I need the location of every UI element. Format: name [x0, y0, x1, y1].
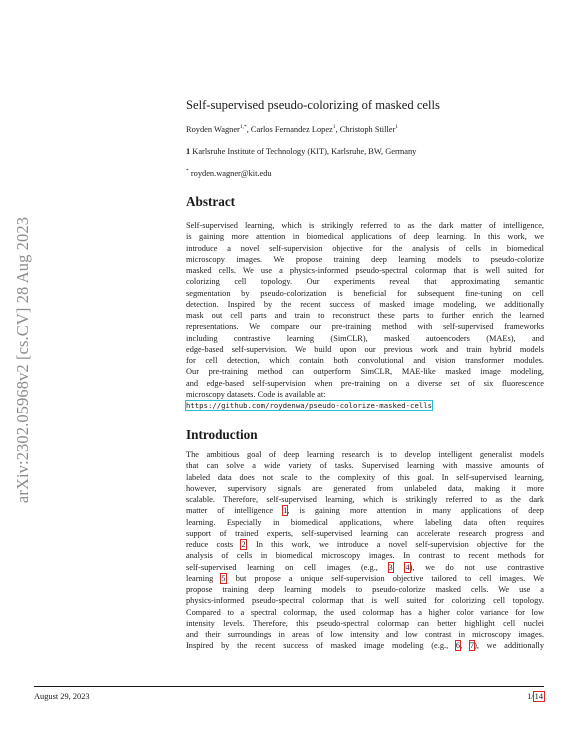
total-pages-link[interactable]: 14: [534, 692, 543, 701]
abstract-body: [186, 220, 544, 411]
intro-text: that can solve a wide variety of tasks. Supervised learning with massive amounts of: [186, 461, 544, 471]
intro-text: . In this work, we introduce a novel self-supervision objective for the: [245, 540, 544, 549]
intro-line: [186, 562, 544, 573]
intro-text: scalable. Therefore, self-supervised learning, which is strikingly referred to as the dark: [186, 495, 544, 504]
intro-line: [186, 505, 544, 516]
intro-line: [186, 607, 544, 618]
intro-text: intensity levels. Therefore, this pseudo-spectral colormap can better highlight cell nuclei: [186, 618, 544, 628]
intro-line: [186, 550, 544, 561]
abstract-line: microscopy datasets. Code is available at:: [186, 389, 326, 399]
intro-line: [186, 618, 544, 629]
page-counter: [527, 692, 544, 701]
intro-line: [186, 539, 544, 550]
intro-text: Compared to a spectral colormap, the used colormap has a higher color variance for low: [186, 607, 544, 617]
author-list: [186, 124, 398, 134]
author-separator: ,: [246, 124, 251, 134]
corresponding-mark: *: [186, 168, 189, 174]
intro-line: [186, 517, 544, 528]
intro-line: [186, 528, 544, 539]
abstract-line: is gaining more attention in biomedical applications of deep learning. In this work, we: [186, 232, 544, 242]
introduction-heading: Introduction: [186, 427, 258, 442]
abstract-line: and edge-based self-supervision when pre-training on a diverse set of six fluorescence: [186, 378, 544, 388]
intro-line: [186, 472, 544, 483]
intro-text: labeled data does not scale to the complexity of this goal. In self-supervised learning,: [186, 472, 544, 482]
intro-text: ), we additionally: [474, 641, 545, 651]
footer-date: August 29, 2023: [34, 692, 90, 701]
email-address: royden.wagner@kit.edu: [190, 168, 272, 178]
intro-line: [186, 595, 544, 606]
author-name: Royden Wagner: [186, 124, 240, 134]
intro-text: ,: [460, 641, 470, 651]
intro-text: self-supervised learning on cell images (e.g.,: [186, 562, 389, 572]
intro-line: [186, 483, 544, 494]
abstract-line: masked cells. We use a physics-informed pseudo-spectral colormap that is well suited for: [186, 266, 544, 275]
intro-line: [186, 640, 544, 651]
abstract-line: Self-supervised learning, which is strikingly referred to as the dark matter of intelligence,: [186, 221, 544, 230]
intro-text: propose training deep learning models to pseudo-colorize masked cells. We use a: [186, 585, 544, 594]
abstract-line: microscopy images. We propose training deep learning models to pseudo-colorize: [186, 254, 544, 264]
intro-text: analysis of cells in biomedical microscopy images. In contrast to recent methods for: [186, 551, 544, 561]
intro-text: Inspired by the recent success of masked image modeling (e.g.,: [186, 641, 456, 651]
intro-text: physics-informed pseudo-spectral colormap that is well suited for colorizing cell topology.: [186, 596, 544, 606]
abstract-line: introduce a novel self-supervision objective for the analysis of cells in biomedical: [186, 243, 544, 253]
abstract-line: colorizing cell topology. Our experiments reveal that approximating semantic: [186, 277, 544, 287]
abstract-line: edge-based self-supervision. We build upon our previous work and train hybrid models: [186, 344, 544, 354]
abstract-line: Our pre-training method can outperform SimCLR, MAE-like masked image modeling,: [186, 367, 544, 377]
intro-text: learning. Especially in biomedical applications, where labeling data often requires: [186, 517, 544, 527]
intro-text: The ambitious goal of deep learning research is to develop intelligent generalist models: [186, 450, 544, 459]
intro-line: [186, 584, 544, 595]
arxiv-identifier-text: arXiv:2302.05968v2 [cs.CV] 28 Aug 2023: [13, 216, 32, 504]
intro-text: however, supervisory signals are generated from unlabeled data, making it more: [186, 483, 544, 493]
introduction-body: [186, 449, 544, 652]
corresponding-email: [186, 168, 272, 178]
citation-link[interactable]: 5: [221, 573, 226, 583]
abstract-line: mask out cell parts and train to reconstruct these parts to further enrich the learned: [186, 311, 544, 320]
author-affiliation-mark: 1: [332, 124, 336, 130]
intro-text: , but propose a unique self-supervision objective tailored to cell images. We: [225, 573, 544, 583]
author-name: Carlos Fernandez Lopez: [250, 124, 333, 134]
intro-line: [186, 629, 544, 640]
affiliation: [186, 147, 416, 156]
abstract-line: for cell detection, which contain both convolutional and vision transformer modules.: [186, 356, 544, 365]
author-affiliation-mark: 1: [395, 124, 399, 130]
abstract-line: including contrastive learning (SimCLR), masked autoencoders (MAEs), and: [186, 333, 544, 343]
abstract-line: detection. Inspired by the recent success of masked image modeling, we additionally: [186, 299, 544, 309]
intro-text: matter of intelligence: [186, 506, 284, 516]
arxiv-identifier-stamp: [10, 192, 36, 528]
intro-line: [186, 573, 544, 584]
abstract-heading: Abstract: [186, 194, 236, 209]
citation-link[interactable]: 2: [241, 540, 246, 549]
citation-link[interactable]: 1: [283, 506, 288, 516]
abstract-line: representations. We compare our pre-training method with self-supervised frameworks: [186, 322, 544, 332]
footer-divider: [34, 686, 544, 687]
page-separator: /: [531, 692, 534, 701]
citation-link[interactable]: 7: [469, 641, 475, 651]
abstract-url-line: [186, 400, 544, 411]
author-name: Christoph Stiller: [339, 124, 396, 134]
affiliation-number: 1: [186, 147, 191, 156]
page-number: 1: [527, 692, 532, 701]
code-repository-link[interactable]: https://github.com/roydenwa/pseudo-colorize-masked-cells: [186, 401, 433, 410]
intro-line: [186, 449, 544, 460]
author-affiliation-mark: 1,*: [239, 124, 247, 130]
intro-text: , is gaining more attention in many applications of deep: [287, 506, 544, 516]
intro-text: ), we do not use contrastive: [409, 562, 545, 572]
intro-text: support of trained experts, self-supervised learning can accelerate research progress and: [186, 528, 544, 538]
citation-link[interactable]: 6: [455, 641, 461, 651]
intro-text: learning: [186, 573, 222, 583]
citation-link[interactable]: 3: [388, 562, 393, 572]
intro-text: reduce costs: [186, 540, 242, 549]
citation-link[interactable]: 4: [405, 562, 410, 572]
intro-line: [186, 460, 544, 471]
intro-text: and their surroundings in areas of low intensity and low contrast in microscopy images.: [186, 630, 544, 639]
intro-line: [186, 494, 544, 505]
affiliation-text: Karlsruhe Institute of Technology (KIT), Karlsruhe, BW, Germany: [192, 147, 417, 156]
paper-title: Self-supervised pseudo-colorizing of masked cells: [186, 98, 440, 112]
intro-text: ,: [392, 562, 406, 572]
author-separator: ,: [335, 124, 340, 134]
abstract-line: segmentation by pseudo-colorization is beneficial for subsequent fine-tuning on cell: [186, 288, 544, 298]
